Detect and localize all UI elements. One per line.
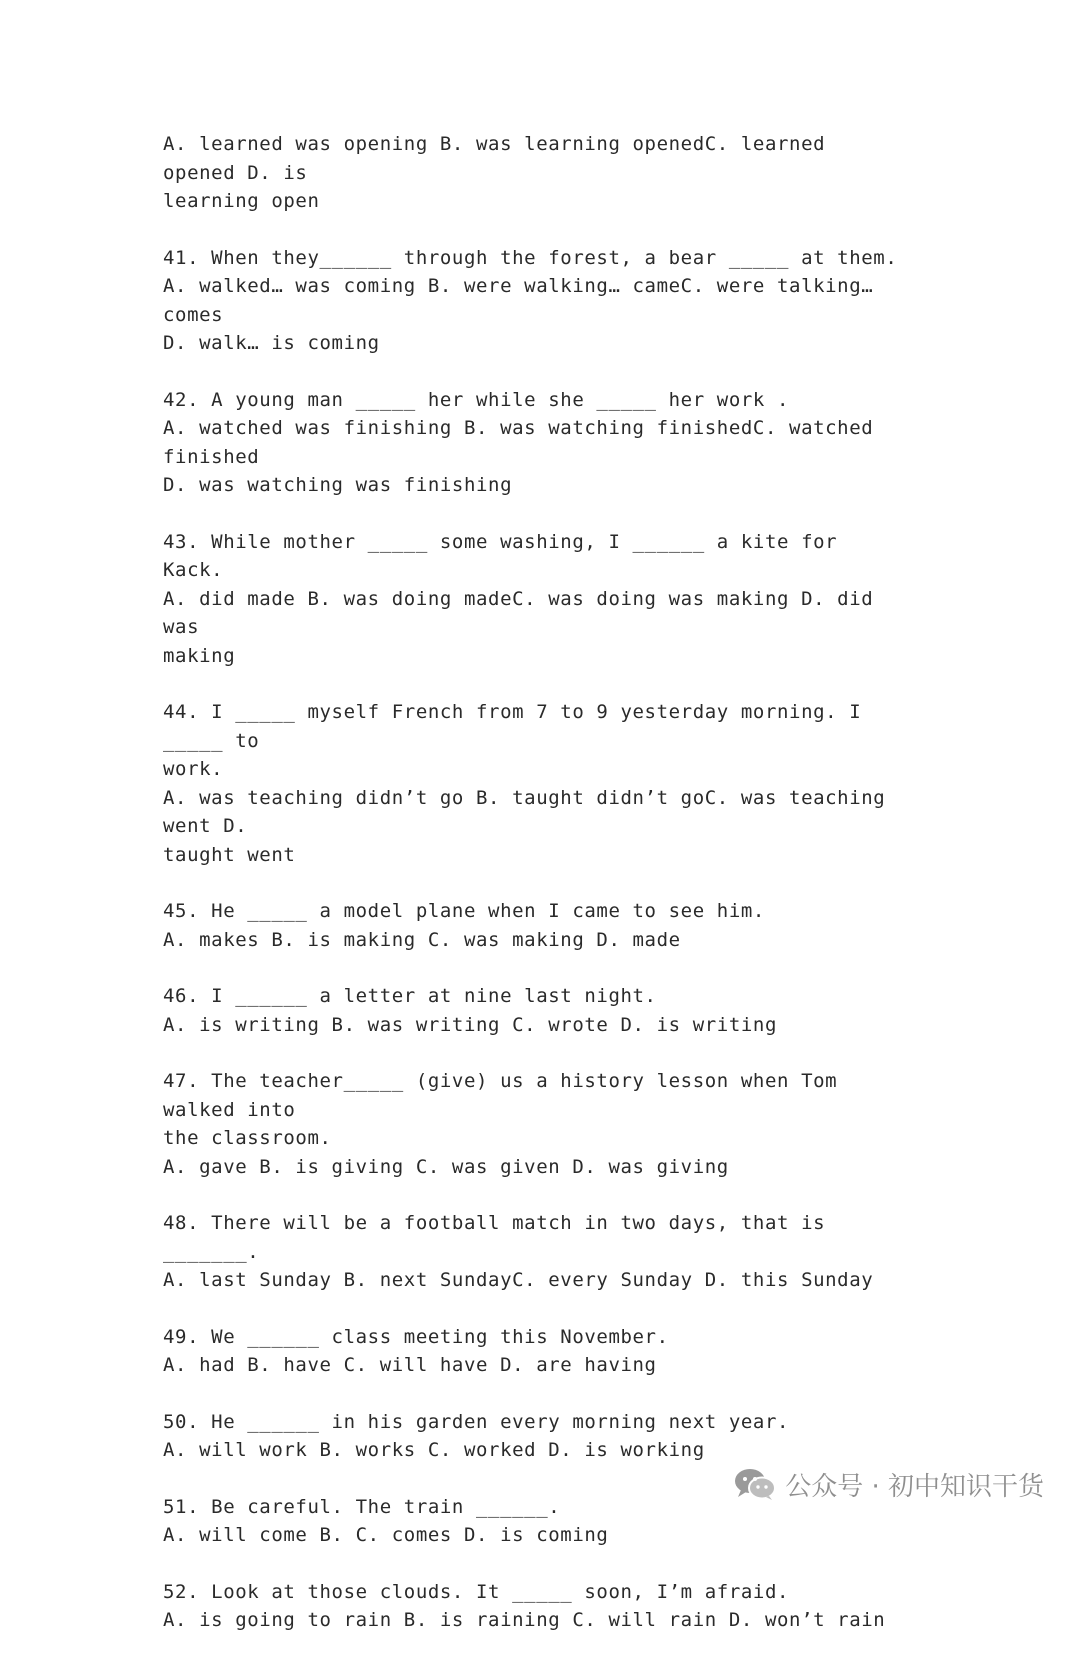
question-text-line: 42. A young man _____ her while she _____ her work . <box>163 388 790 411</box>
question-block <box>163 1209 908 1295</box>
question-text-line: 51. Be careful. The train ______. <box>163 1495 561 1518</box>
question-text-line: A. watched was finishing B. was watching finishedC. watched finished <box>163 417 886 468</box>
question-block <box>163 1578 908 1635</box>
question-block <box>163 897 908 954</box>
question-block <box>163 1323 908 1380</box>
question-text-line: A. is writing B. was writing C. wrote D. is writing <box>163 1013 777 1036</box>
question-text-line: 49. We ______ class meeting this November. <box>163 1325 669 1348</box>
question-text-line: learning open <box>163 190 320 212</box>
question-block <box>163 386 908 500</box>
question-text-line: 46. I ______ a letter at nine last night. <box>163 985 657 1007</box>
question-text-line: 44. I _____ myself French from 7 to 9 yesterday morning. I _____ to <box>163 701 874 752</box>
question-block <box>163 698 908 869</box>
question-list <box>163 130 908 1663</box>
question-text-line: 43. While mother _____ some washing, I ______ a kite for Kack. <box>163 530 850 581</box>
question-text-line: 47. The teacher_____ (give) us a history lesson when Tom walked into <box>163 1070 850 1121</box>
question-text-line: A. walked… was coming B. were walking… cameC. were talking… comes <box>163 275 886 326</box>
question-text-line: A. will work B. works C. worked D. is working <box>163 1439 705 1461</box>
question-text-line: A. had B. have C. will have D. are having <box>163 1354 657 1376</box>
question-block <box>163 982 908 1039</box>
question-text-line: 52. Look at those clouds. It _____ soon, I’m afraid. <box>163 1580 790 1603</box>
question-text-line: D. was watching was finishing <box>163 474 513 496</box>
question-text-line: A. is going to rain B. is raining C. will rain D. won’t rain <box>163 1609 886 1631</box>
question-text-line: 50. He ______ in his garden every morning next year. <box>163 1410 790 1433</box>
question-block <box>163 528 908 671</box>
question-text-line: A. gave B. is giving C. was given D. was giving <box>163 1155 729 1178</box>
watermark <box>733 1467 1044 1501</box>
question-text-line: taught went <box>163 843 296 866</box>
question-text-line: A. will come B. C. comes D. is coming <box>163 1524 609 1546</box>
question-text-line: A. learned was opening B. was learning openedC. learned opened D. is <box>163 133 838 184</box>
question-block <box>163 130 908 216</box>
question-block <box>163 1408 908 1465</box>
question-text-line: 41. When they______ through the forest, a bear _____ at them. <box>163 246 898 269</box>
wechat-icon <box>733 1467 777 1501</box>
question-text-line: A. was teaching didn’t go B. taught didn’t goC. was teaching went D. <box>163 786 898 837</box>
question-text-line: work. <box>163 758 224 780</box>
watermark-text: 公众号 · 初中知识干货 <box>785 1471 1044 1502</box>
question-text-line: A. last Sunday B. next SundayC. every Sunday D. this Sunday <box>163 1269 874 1291</box>
question-text-line: 45. He _____ a model plane when I came to see him. <box>163 900 765 922</box>
question-text-line: 48. There will be a football match in two days, that is _______. <box>163 1212 838 1263</box>
question-text-line: A. did made B. was doing madeC. was doing was making D. did was <box>163 587 886 638</box>
question-text-line: making <box>163 644 236 667</box>
question-block <box>163 1067 908 1181</box>
question-text-line: the classroom. <box>163 1127 332 1149</box>
question-text-line: D. walk… is coming <box>163 332 380 354</box>
question-block <box>163 244 908 358</box>
question-text-line: A. makes B. is making C. was making D. made <box>163 928 681 951</box>
